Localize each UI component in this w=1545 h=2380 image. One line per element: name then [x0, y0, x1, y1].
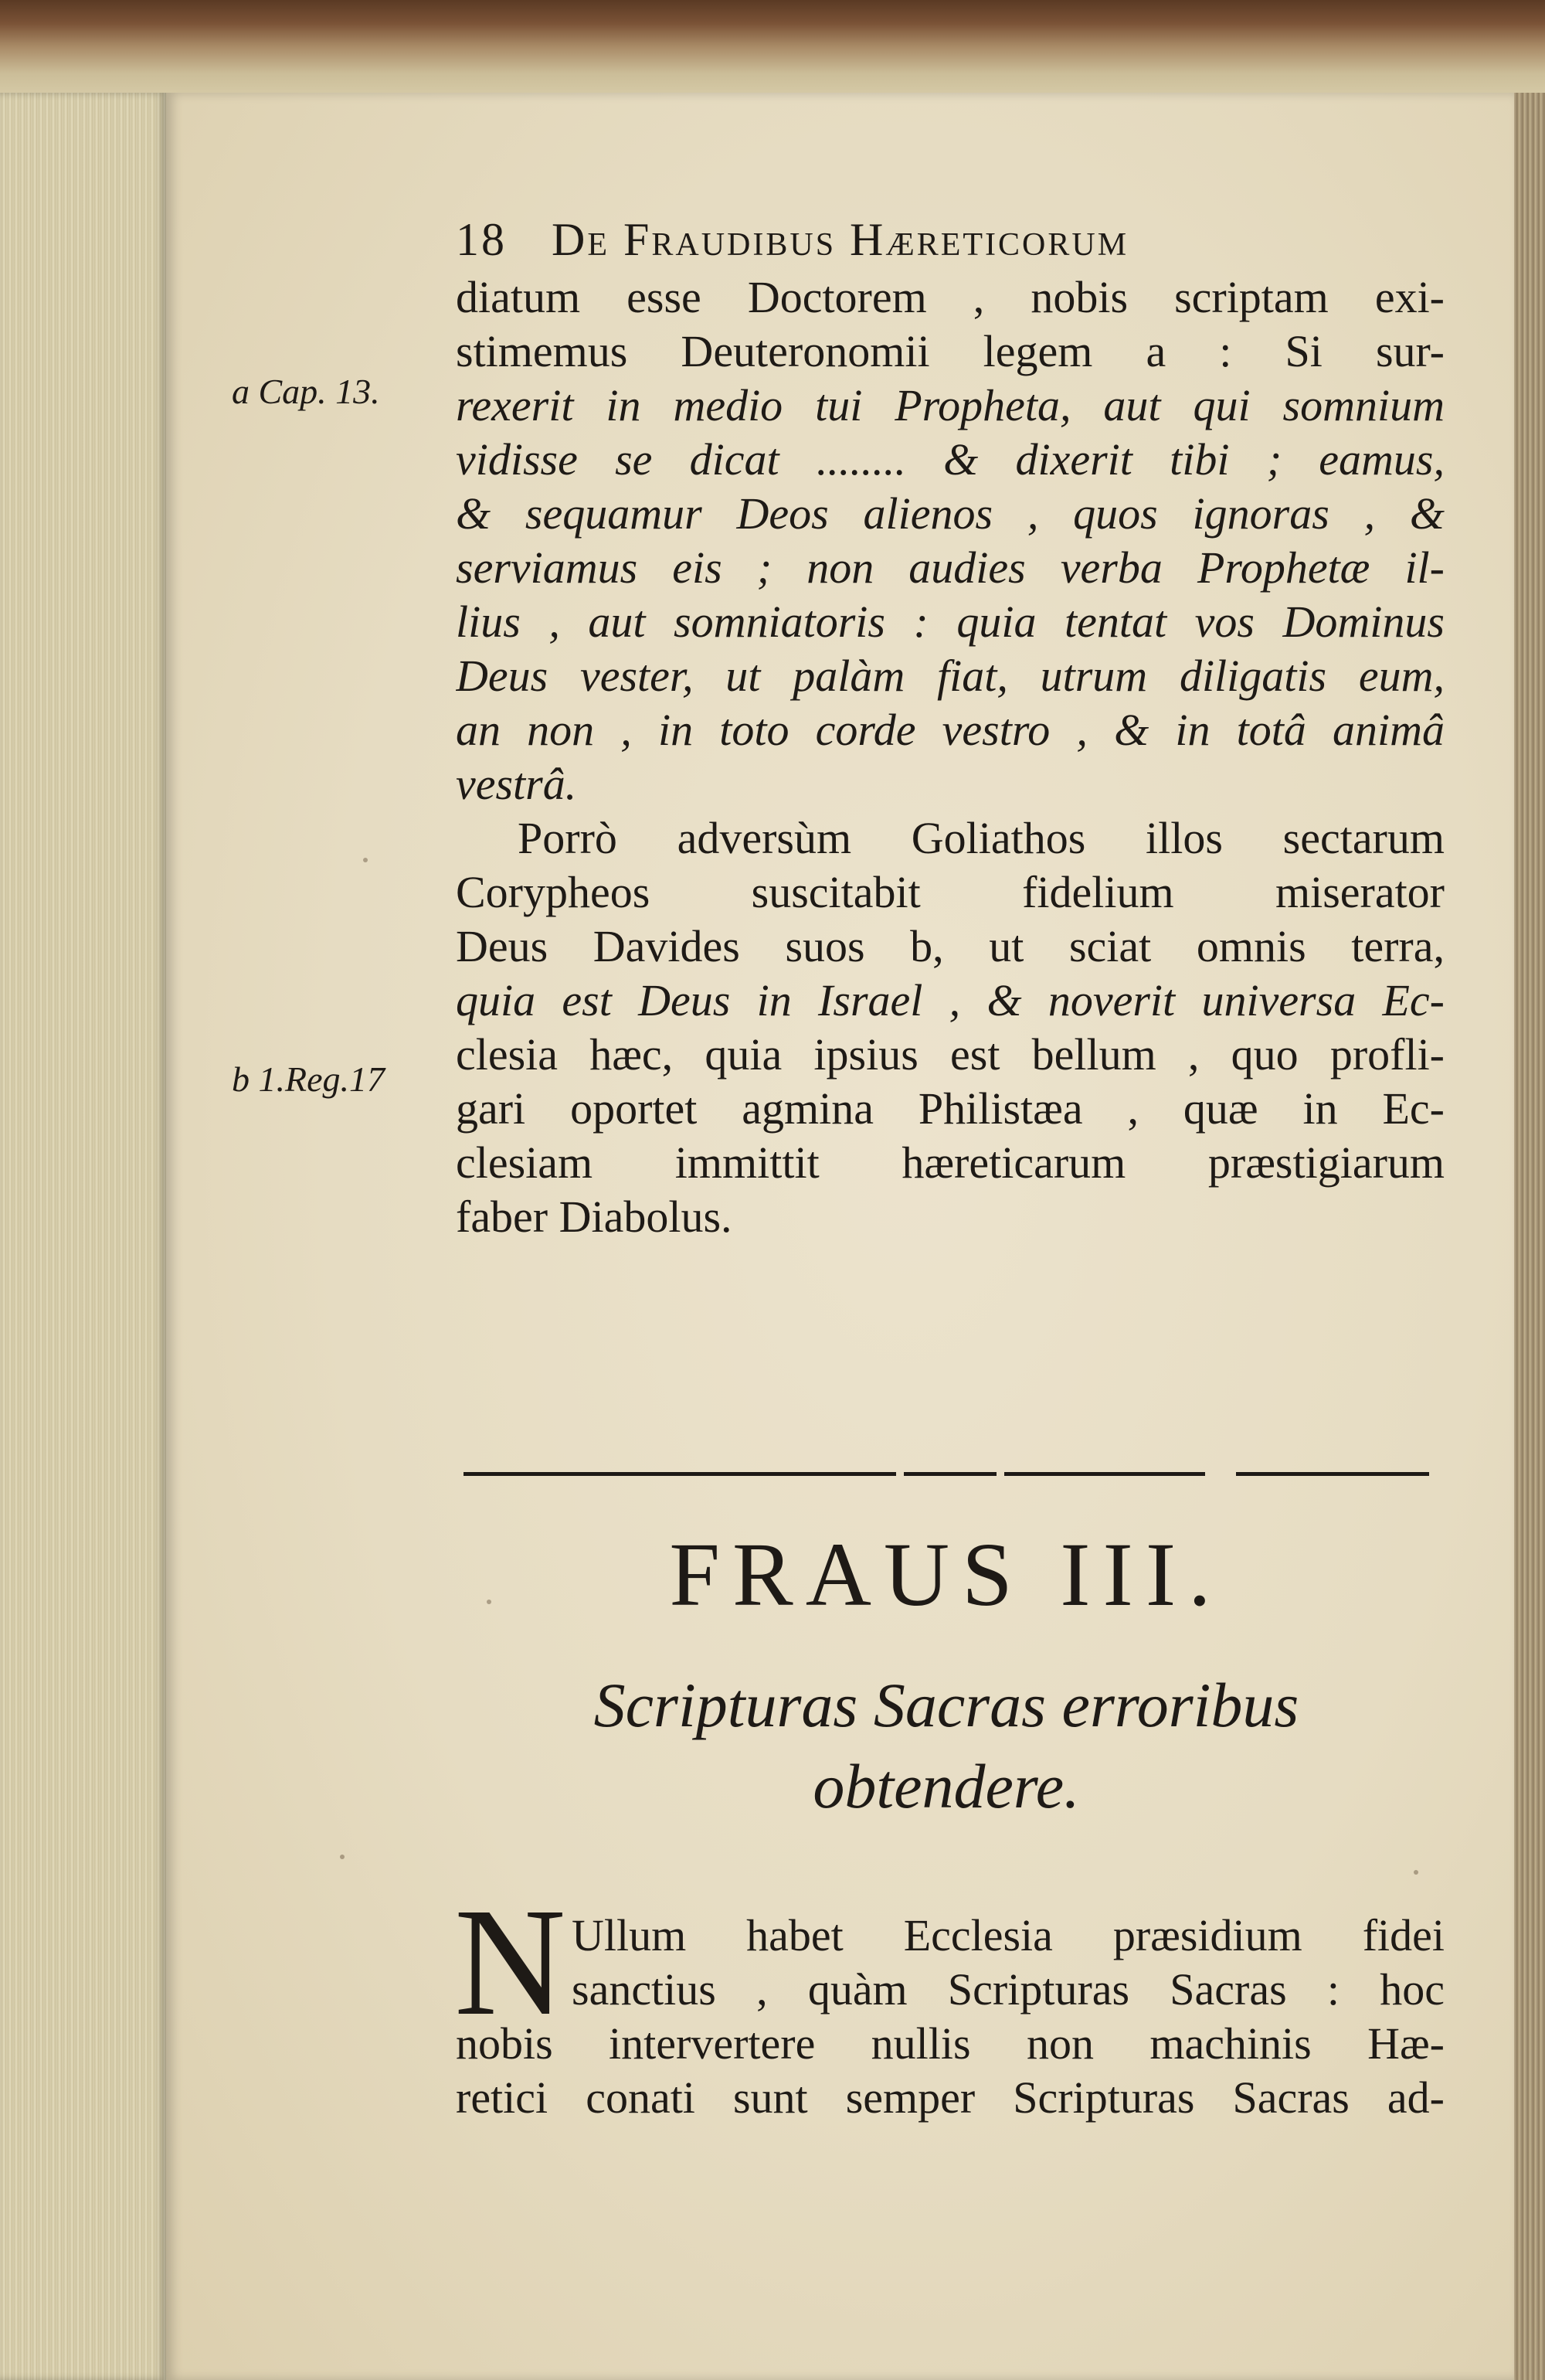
text-line: quia est Deus in Israel , & noverit universa Ec-: [456, 975, 1445, 1025]
text-line: Deus Davides suos b, ut sciat omnis terra,: [456, 921, 1445, 971]
text-line: diatum esse Doctorem , nobis scriptam exi-: [456, 272, 1445, 322]
paper-spot: [340, 1855, 345, 1859]
running-head: [456, 209, 1445, 270]
page-number: 18: [456, 214, 507, 265]
margin-note-b: b 1.Reg.17: [232, 1059, 385, 1099]
paragraph-1: [456, 270, 1445, 811]
page-stack-edge: [0, 93, 166, 2380]
text-block-top: [456, 209, 1445, 1244]
paper-spot: [487, 1600, 491, 1604]
text-line: clesiam immittit hæreticarum præstigiarum: [456, 1137, 1445, 1188]
divider-segment: [464, 1472, 896, 1476]
divider-segment: [1004, 1472, 1205, 1476]
running-head-title: De Fraudibus Hæreticorum: [552, 214, 1129, 265]
paragraph-2: [456, 811, 1445, 1244]
text-line: vestrâ.: [456, 759, 577, 809]
divider-segment: [904, 1472, 997, 1476]
text-line: nobis intervertere nullis non machinis Hæ-: [456, 2018, 1445, 2069]
text-line: clesia hæc, quia ipsius est bellum , quo profli-: [456, 1029, 1445, 1080]
text-line: Ullum habet Ecclesia præsidium fidei: [572, 1910, 1445, 1960]
text-line: Deus vester, ut palàm fiat, utrum diligatis eum,: [456, 651, 1445, 701]
text-line: sanctius , quàm Scripturas Sacras : hoc: [572, 1964, 1445, 2014]
book-top-edge: [0, 0, 1545, 100]
text-line: Porrò adversùm Goliathos illos sectarum: [518, 813, 1445, 863]
paper-spot: [1414, 1870, 1418, 1875]
section-divider: [464, 1472, 1429, 1477]
divider-segment: [1236, 1472, 1429, 1476]
text-line: lius , aut somniatoris : quia tentat vos Dominus: [456, 597, 1445, 647]
text-line: & sequamur Deos alienos , quos ignoras , &: [456, 488, 1445, 539]
text-line: faber Diabolus.: [456, 1192, 732, 1242]
section-subtitle-line-2: obtendere.: [813, 1751, 1080, 1821]
section-heading: FRAUS III.: [669, 1524, 1224, 1625]
book-right-edge: [1514, 93, 1545, 2380]
text-line: retici conati sunt semper Scripturas Sacras ad-: [456, 2072, 1445, 2123]
text-line: serviamus eis ; non audies verba Prophetæ il-: [456, 542, 1445, 593]
text-line: an non , in toto corde vestro , & in totâ animâ: [456, 705, 1445, 755]
text-line: rexerit in medio tui Propheta, aut qui somnium: [456, 380, 1445, 430]
text-line: vidisse se dicat ........ & dixerit tibi ; eamus,: [456, 434, 1445, 484]
text-line: gari oportet agmina Philistæa , quæ in Ec-: [456, 1083, 1445, 1134]
paragraph-3: [456, 1909, 1445, 2125]
section-subtitle-line-1: Scripturas Sacras erroribus: [593, 1670, 1299, 1740]
text-line: stimemus Deuteronomii legem a : Si sur-: [456, 326, 1445, 376]
paper-spot: [363, 858, 368, 862]
margin-note-a: a Cap. 13.: [232, 372, 380, 411]
drop-cap: N: [454, 1877, 566, 2048]
text-line: Corypheos suscitabit fidelium miserator: [456, 867, 1445, 917]
